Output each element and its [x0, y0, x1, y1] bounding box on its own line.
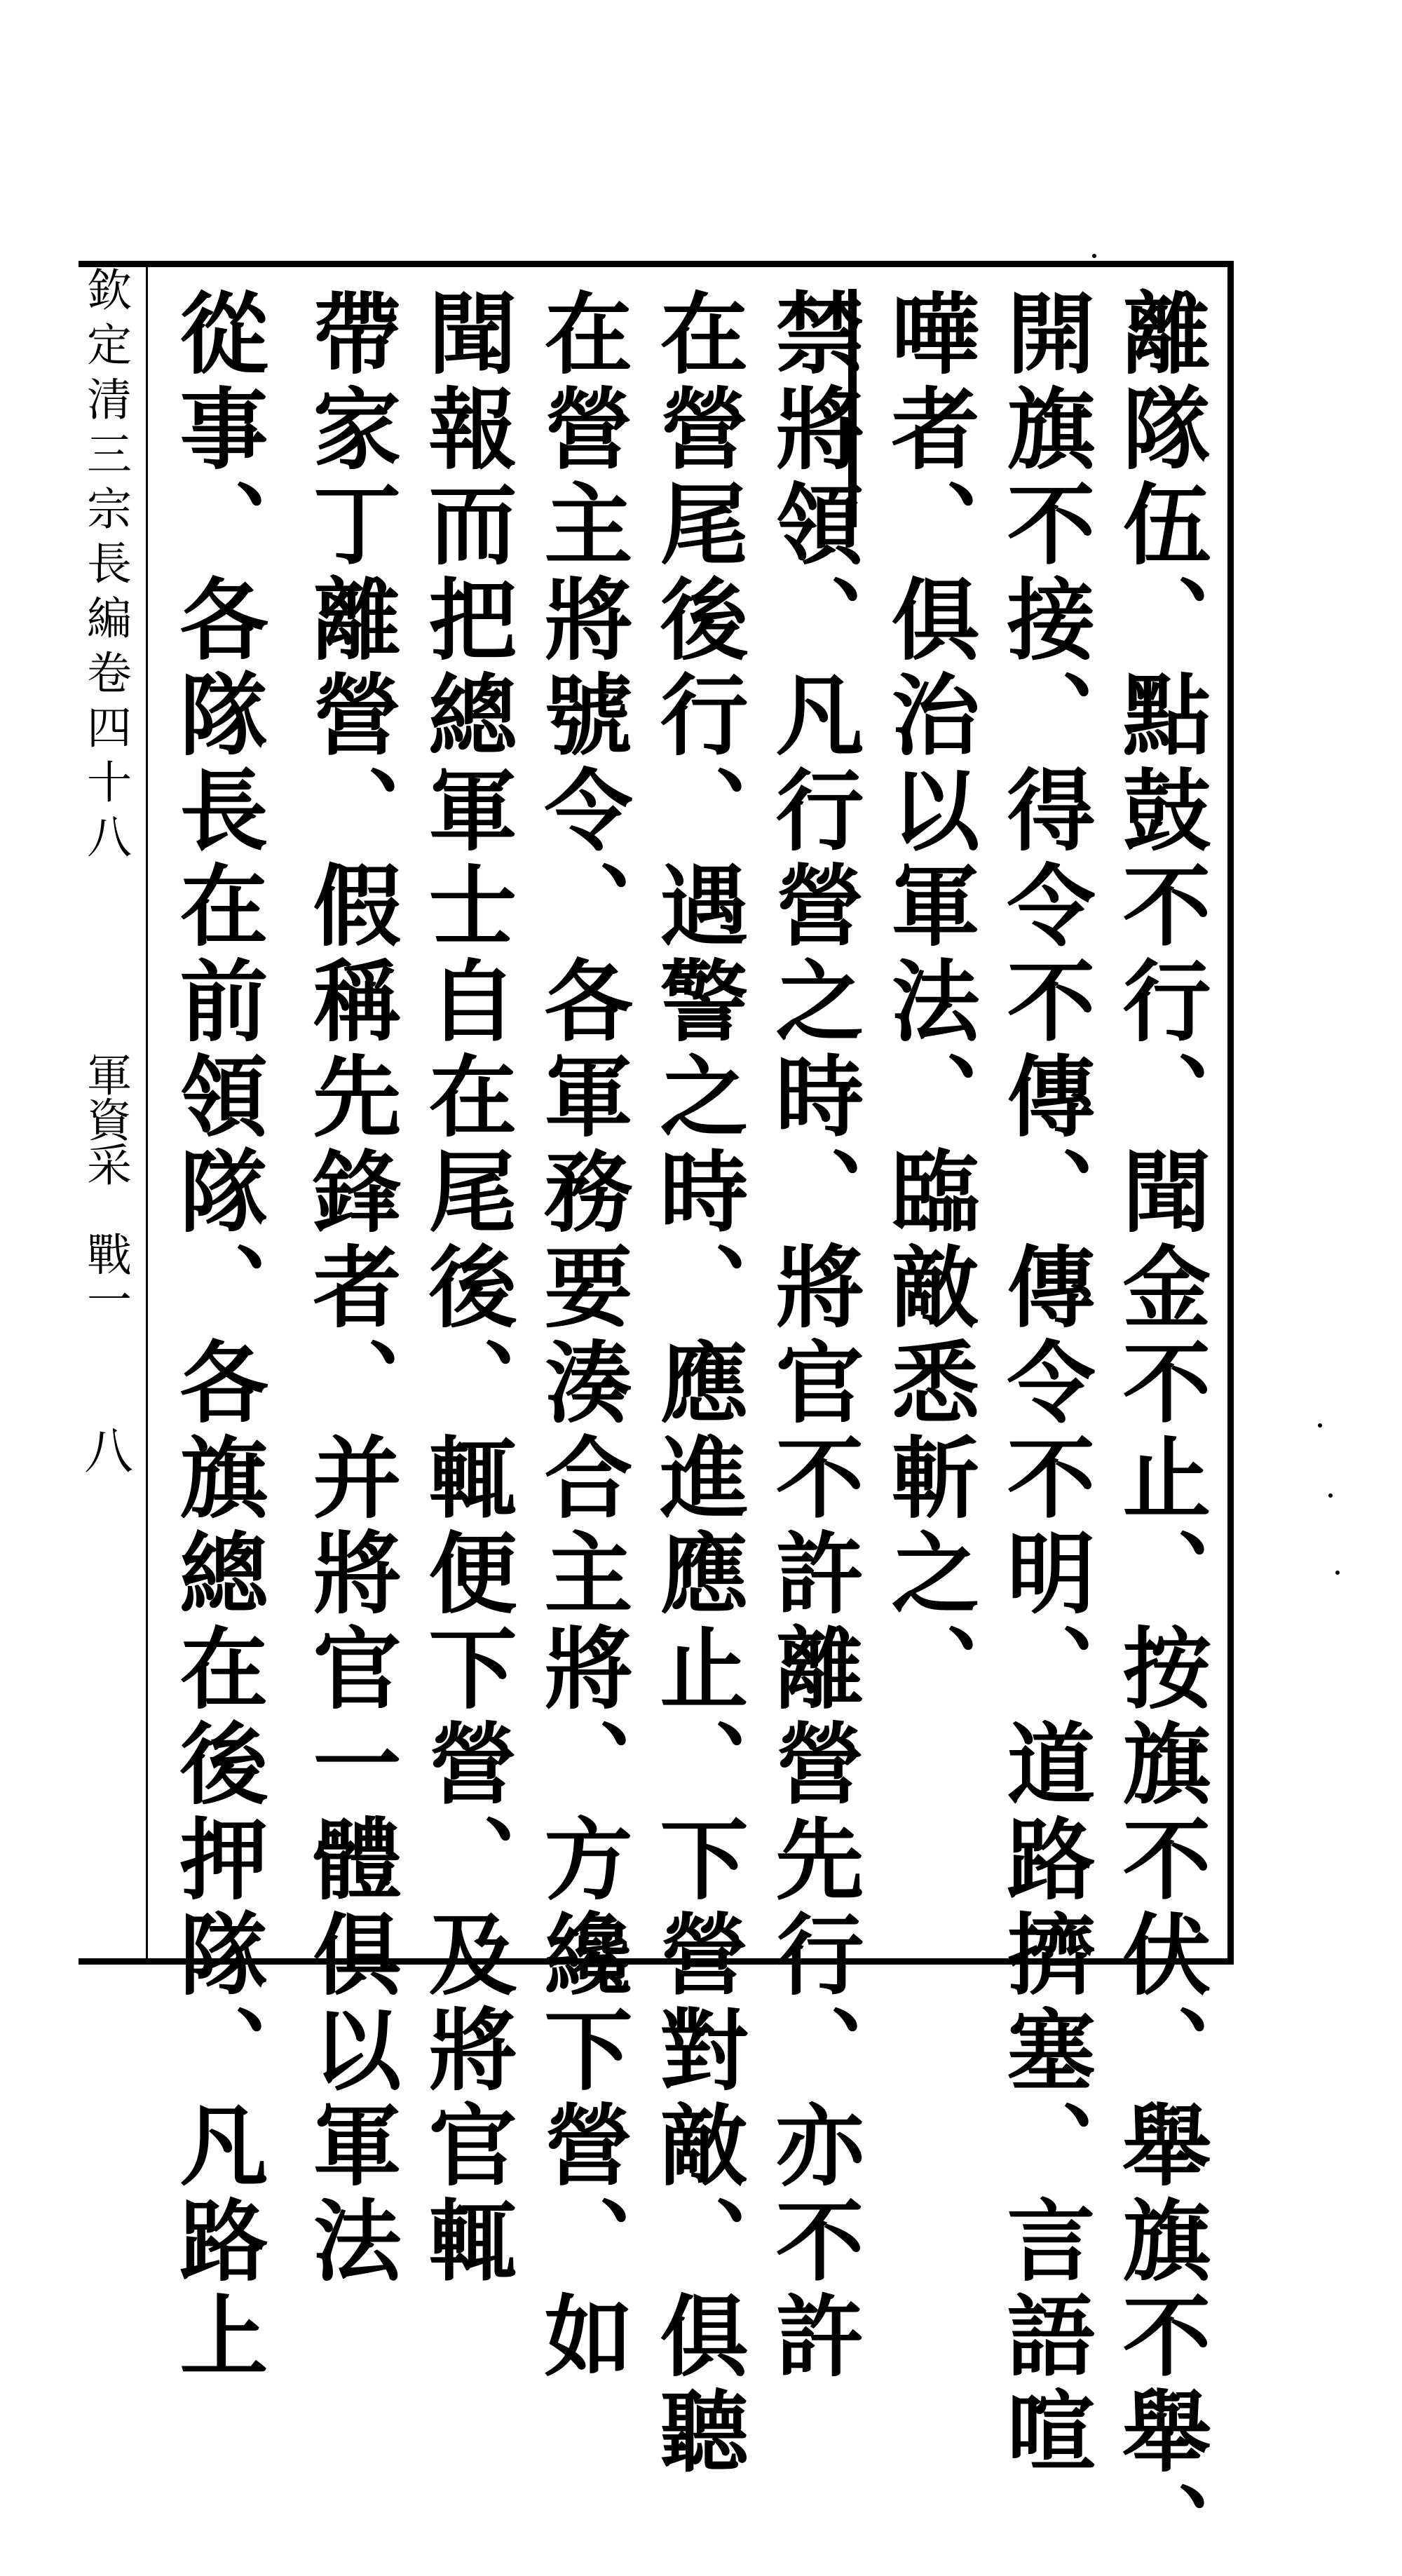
text-column-6: 在營主將號令、各軍務要湊合主將、方纔下營、如 — [530, 287, 634, 2385]
margin-book-title: 欽定清三宗長編卷四十八 — [79, 266, 131, 868]
text-column-5: 在營尾後行、遇警之時、應進應止、下營對敵、俱聽 — [646, 287, 749, 2481]
speck — [1318, 1423, 1322, 1428]
text-column-3: 嘩者、俱治以軍法、臨敵悉斬之、 — [877, 287, 981, 1718]
margin-rule — [146, 266, 148, 1963]
text-column-9: 從事、各隊長在前領隊、各旗總在後押隊、凡路上 — [165, 287, 269, 2385]
margin-section-title: 軍資采 戰一 — [79, 1052, 131, 1321]
text-column-1: 離隊伍、點鼓不行、聞金不止、按旗不伏、舉旗不舉、 — [1108, 287, 1212, 2576]
speck — [1335, 1571, 1340, 1575]
text-column-4: 禁將領、凡行營之時、將官不許離營先行、亦不許 — [761, 287, 865, 2385]
speck — [1092, 254, 1096, 258]
text-column-8: 帶家丁離營、假稱先鋒者、并將官一體俱以軍法 — [299, 287, 402, 2290]
speck — [1328, 1493, 1333, 1498]
text-column-2: 開旗不接、得令不傳、傳令不明、道路擠塞、言語喧 — [993, 287, 1096, 2481]
text-column-7: 聞報而把總軍士自在尾後、輒便下營、及將官輒 — [414, 287, 518, 2290]
folio-number: 八 — [84, 1423, 133, 1480]
